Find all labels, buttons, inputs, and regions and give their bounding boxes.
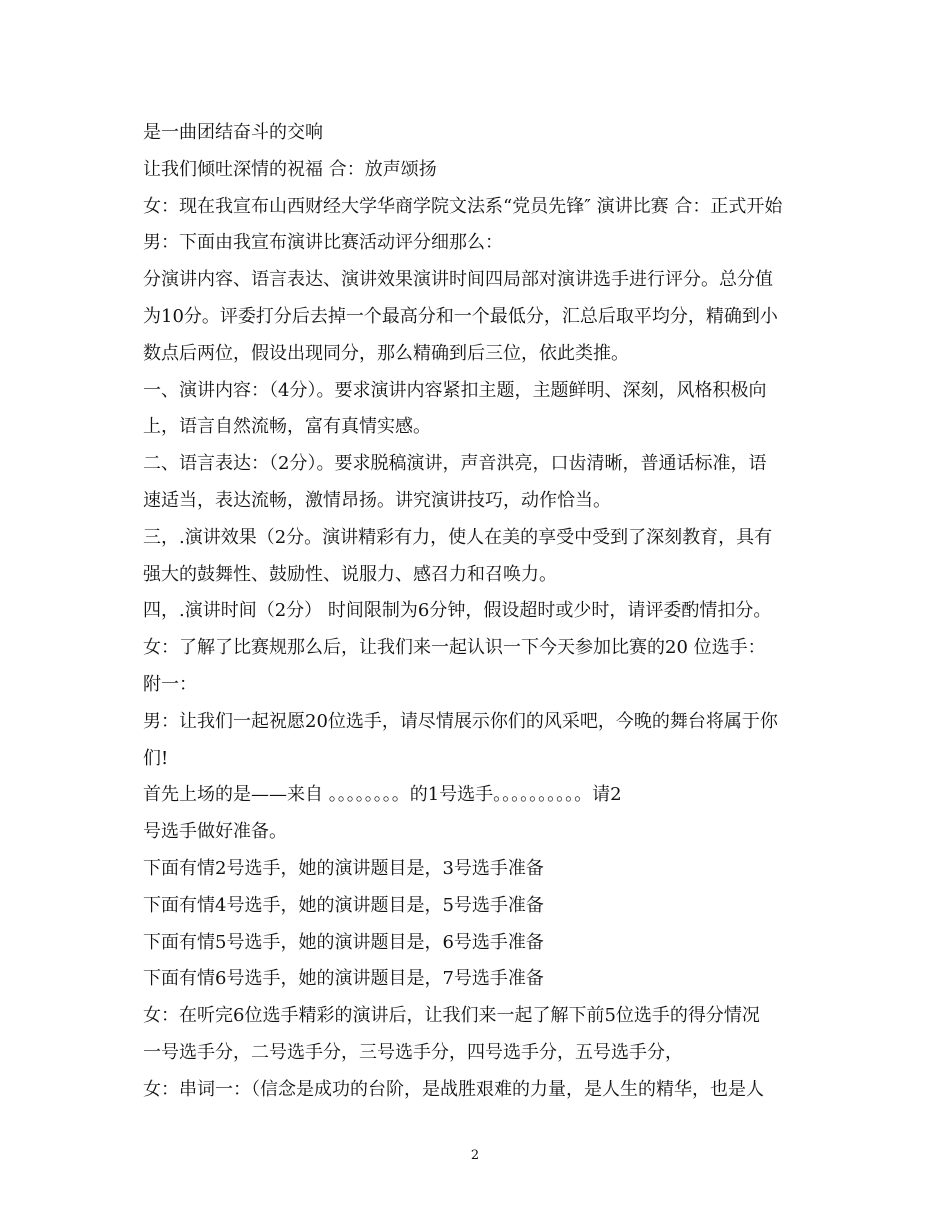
text-line: 附一： bbox=[143, 673, 197, 695]
text-line: 一、演讲内容：（4分）。要求演讲内容紧扣主题，主题鲜明、深刻，风格积极向 bbox=[143, 379, 767, 401]
text-line: 女：现在我宣布山西财经大学华商学院文法系“党员先锋″ 演讲比赛 合：正式开始 bbox=[143, 195, 783, 217]
text-line: 号选手做好准备。 bbox=[143, 821, 287, 843]
text-line: 让我们倾吐深情的祝福 合：放声颂扬 bbox=[143, 158, 437, 180]
text-line: 数点后两位，假设出现同分，那么精确到后三位，依此类推。 bbox=[143, 342, 629, 364]
text-line: 首先上场的是——来自 。。。。。。。。的1号选手。。。。。。。。。。请2 bbox=[143, 784, 622, 806]
page-number: 2 bbox=[470, 1148, 480, 1163]
text-line: 下面有情4号选手，她的演讲题目是，5号选手准备 bbox=[143, 894, 544, 916]
text-line: 女：了解了比赛规那么后，让我们来一起认识一下今天参加比赛的20 位选手： bbox=[143, 637, 766, 659]
text-line: 女：在听完6位选手精彩的演讲后，让我们来一起了解下前5位选手的得分情况 bbox=[143, 1005, 760, 1027]
text-line: 男：让我们一起祝愿20位选手，请尽情展示你们的风采吧，今晚的舞台将属于你 bbox=[143, 710, 778, 732]
text-line: 为10分。评委打分后去掉一个最高分和一个最低分，汇总后取平均分，精确到小 bbox=[143, 305, 778, 327]
text-line: 一号选手分，二号选手分，三号选手分，四号选手分，五号选手分， bbox=[143, 1041, 683, 1063]
text-line: 下面有情2号选手，她的演讲题目是，3号选手准备 bbox=[143, 857, 544, 879]
text-line: 女：串词一：（信念是成功的台阶，是战胜艰难的力量，是人生的精华，也是人 bbox=[143, 1078, 764, 1100]
text-line: 强大的鼓舞性、鼓励性、说服力、感召力和召唤力。 bbox=[143, 563, 557, 585]
text-line: 速适当，表达流畅，激情昂扬。讲究演讲技巧，动作恰当。 bbox=[143, 489, 611, 511]
text-line: 三，.演讲效果（2分。演讲精彩有力，使人在美的享受中受到了深刻教育，具有 bbox=[143, 526, 773, 548]
body-text bbox=[143, 115, 823, 1109]
text-line: 分演讲内容、语言表达、演讲效果演讲时间四局部对演讲选手进行评分。总分值 bbox=[143, 269, 773, 291]
text-line: 男：下面由我宣布演讲比赛活动评分细那么： bbox=[143, 232, 503, 254]
text-line: 上，语言自然流畅，富有真情实感。 bbox=[143, 416, 431, 438]
text-line: 是一曲团结奋斗的交响 bbox=[143, 122, 323, 143]
text-line: 二、语言表达：（2分）。要求脱稿演讲，声音洪亮，口齿清晰，普通话标准，语 bbox=[143, 453, 767, 475]
text-line: 四，.演讲时间（2分） 时间限制为6分钟，假设超时或少时，请评委酌情扣分。 bbox=[143, 600, 772, 622]
text-line: 下面有情5号选手，她的演讲题目是，6号选手准备 bbox=[143, 931, 544, 953]
text-line: 下面有情6号选手，她的演讲题目是，7号选手准备 bbox=[143, 968, 544, 990]
text-line: 们! bbox=[143, 747, 169, 769]
